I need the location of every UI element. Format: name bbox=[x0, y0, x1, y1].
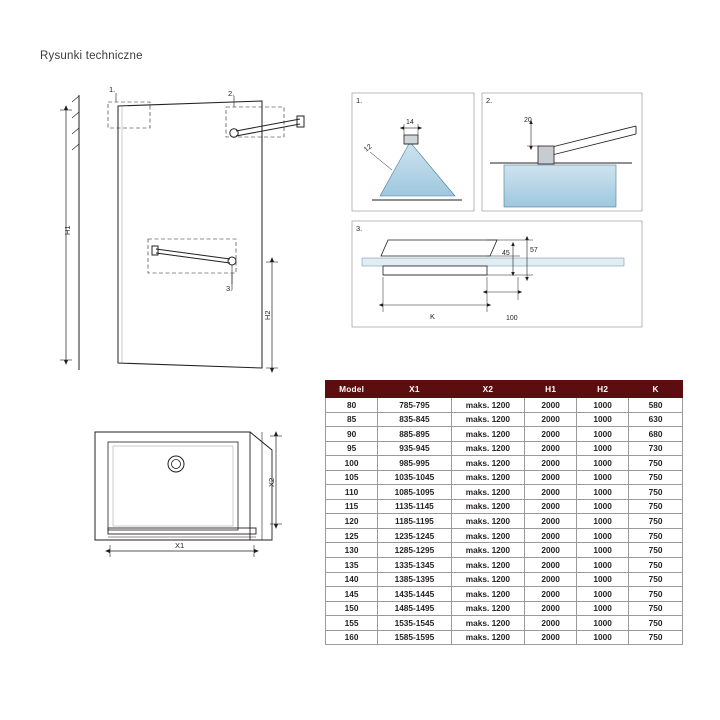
table-header-row bbox=[326, 381, 683, 398]
table-cell: 750 bbox=[629, 558, 683, 573]
table-cell: 145 bbox=[326, 587, 378, 602]
table-cell: maks. 1200 bbox=[451, 558, 525, 573]
table-cell: 1000 bbox=[577, 630, 629, 645]
table-cell: 80 bbox=[326, 398, 378, 413]
table-cell: 630 bbox=[629, 412, 683, 427]
spec-table bbox=[325, 380, 683, 645]
table-header-h2: H2 bbox=[577, 381, 629, 398]
table-cell: 110 bbox=[326, 485, 378, 500]
table-cell: 1000 bbox=[577, 543, 629, 558]
table-header-model: Model bbox=[326, 381, 378, 398]
table-cell: maks. 1200 bbox=[451, 485, 525, 500]
svg-text:3.: 3. bbox=[356, 224, 363, 233]
table-cell: 1000 bbox=[577, 456, 629, 471]
table-cell: maks. 1200 bbox=[451, 601, 525, 616]
table-row bbox=[326, 412, 683, 427]
main-elevation-view bbox=[60, 85, 304, 370]
table-cell: 750 bbox=[629, 499, 683, 514]
table-cell: 750 bbox=[629, 543, 683, 558]
table-cell: 1000 bbox=[577, 427, 629, 442]
table-cell: 680 bbox=[629, 427, 683, 442]
table-cell: 90 bbox=[326, 427, 378, 442]
table-row bbox=[326, 558, 683, 573]
table-cell: 2000 bbox=[525, 514, 577, 529]
table-cell: 1000 bbox=[577, 470, 629, 485]
table-row bbox=[326, 427, 683, 442]
svg-text:2.: 2. bbox=[486, 96, 493, 105]
table-cell: 2000 bbox=[525, 630, 577, 645]
table-cell: 1085-1095 bbox=[378, 485, 451, 500]
dimension-x2 bbox=[267, 436, 282, 524]
table-cell: 1000 bbox=[577, 514, 629, 529]
table-cell: 2000 bbox=[525, 587, 577, 602]
svg-text:H2: H2 bbox=[263, 310, 272, 320]
table-cell: 2000 bbox=[525, 470, 577, 485]
table-cell: maks. 1200 bbox=[451, 630, 525, 645]
table-cell: 750 bbox=[629, 528, 683, 543]
table-cell: 120 bbox=[326, 514, 378, 529]
table-cell: maks. 1200 bbox=[451, 587, 525, 602]
table-cell: 835-845 bbox=[378, 412, 451, 427]
svg-text:H1: H1 bbox=[63, 225, 72, 235]
svg-text:X2: X2 bbox=[267, 477, 276, 487]
table-cell: 115 bbox=[326, 499, 378, 514]
svg-text:X1: X1 bbox=[175, 541, 185, 550]
table-cell: 1000 bbox=[577, 558, 629, 573]
table-row bbox=[326, 601, 683, 616]
table-cell: 125 bbox=[326, 528, 378, 543]
table-row bbox=[326, 587, 683, 602]
table-cell: 135 bbox=[326, 558, 378, 573]
table-row bbox=[326, 630, 683, 645]
table-cell: 2000 bbox=[525, 427, 577, 442]
table-cell: 885-895 bbox=[378, 427, 451, 442]
svg-text:K: K bbox=[430, 312, 436, 321]
table-cell: 1435-1445 bbox=[378, 587, 451, 602]
table-header-k: K bbox=[629, 381, 683, 398]
table-cell: 150 bbox=[326, 601, 378, 616]
detail-3 bbox=[352, 221, 642, 327]
table-row bbox=[326, 499, 683, 514]
table-cell: 750 bbox=[629, 601, 683, 616]
table-cell: 1000 bbox=[577, 587, 629, 602]
table-cell: 2000 bbox=[525, 543, 577, 558]
table-cell: 2000 bbox=[525, 398, 577, 413]
table-row bbox=[326, 616, 683, 631]
table-cell: maks. 1200 bbox=[451, 616, 525, 631]
table-cell: 1000 bbox=[577, 485, 629, 500]
table-header-h1: H1 bbox=[525, 381, 577, 398]
plan-view bbox=[95, 432, 282, 557]
table-cell: 750 bbox=[629, 587, 683, 602]
table-cell: 750 bbox=[629, 485, 683, 500]
table-cell: 750 bbox=[629, 470, 683, 485]
table-cell: 985-995 bbox=[378, 456, 451, 471]
table-row bbox=[326, 572, 683, 587]
table-header-x1: X1 bbox=[378, 381, 451, 398]
table-cell: 1035-1045 bbox=[378, 470, 451, 485]
table-cell: 1000 bbox=[577, 601, 629, 616]
table-cell: 2000 bbox=[525, 485, 577, 500]
table-cell: 85 bbox=[326, 412, 378, 427]
table-cell: 750 bbox=[629, 630, 683, 645]
table-cell: 1000 bbox=[577, 616, 629, 631]
table-cell: maks. 1200 bbox=[451, 514, 525, 529]
table-row bbox=[326, 528, 683, 543]
table-cell: 2000 bbox=[525, 616, 577, 631]
table-cell: maks. 1200 bbox=[451, 470, 525, 485]
svg-text:1.: 1. bbox=[356, 96, 363, 105]
table-cell: 95 bbox=[326, 441, 378, 456]
table-row bbox=[326, 485, 683, 500]
detail-1 bbox=[352, 93, 474, 211]
table-cell: maks. 1200 bbox=[451, 412, 525, 427]
table-cell: 2000 bbox=[525, 456, 577, 471]
table-cell: 1185-1195 bbox=[378, 514, 451, 529]
table-cell: 1485-1495 bbox=[378, 601, 451, 616]
table-cell: 580 bbox=[629, 398, 683, 413]
svg-text:14: 14 bbox=[406, 119, 414, 126]
table-cell: 750 bbox=[629, 616, 683, 631]
table-cell: 750 bbox=[629, 514, 683, 529]
table-cell: 750 bbox=[629, 456, 683, 471]
table-cell: maks. 1200 bbox=[451, 398, 525, 413]
callout-3-label: 3. bbox=[226, 284, 233, 293]
table-row bbox=[326, 456, 683, 471]
table-row bbox=[326, 441, 683, 456]
svg-text:100: 100 bbox=[506, 315, 518, 322]
callout-1-label: 1. bbox=[109, 85, 116, 94]
table-cell: 1000 bbox=[577, 499, 629, 514]
table-cell: 785-795 bbox=[378, 398, 451, 413]
table-cell: 2000 bbox=[525, 412, 577, 427]
table-cell: 935-945 bbox=[378, 441, 451, 456]
table-header-x2: X2 bbox=[451, 381, 525, 398]
table-cell: 105 bbox=[326, 470, 378, 485]
callout-2-label: 2. bbox=[228, 89, 235, 98]
table-row bbox=[326, 398, 683, 413]
table-cell: 750 bbox=[629, 572, 683, 587]
table-cell: 100 bbox=[326, 456, 378, 471]
table-cell: 140 bbox=[326, 572, 378, 587]
table-cell: maks. 1200 bbox=[451, 572, 525, 587]
table-cell: 1000 bbox=[577, 528, 629, 543]
table-cell: 155 bbox=[326, 616, 378, 631]
middle-handle-bar bbox=[152, 246, 236, 290]
table-cell: maks. 1200 bbox=[451, 543, 525, 558]
table-cell: maks. 1200 bbox=[451, 456, 525, 471]
table-cell: 2000 bbox=[525, 499, 577, 514]
dimension-x1 bbox=[110, 541, 254, 557]
table-cell: 2000 bbox=[525, 441, 577, 456]
table-cell: 130 bbox=[326, 543, 378, 558]
table-row bbox=[326, 470, 683, 485]
svg-text:45: 45 bbox=[502, 250, 510, 257]
table-cell: 1235-1245 bbox=[378, 528, 451, 543]
table-cell: maks. 1200 bbox=[451, 441, 525, 456]
dimension-h1 bbox=[60, 110, 72, 360]
table-cell: 1385-1395 bbox=[378, 572, 451, 587]
table-cell: 160 bbox=[326, 630, 378, 645]
table-cell: 1000 bbox=[577, 398, 629, 413]
detail-2 bbox=[482, 93, 642, 211]
table-cell: 1585-1595 bbox=[378, 630, 451, 645]
table-row bbox=[326, 543, 683, 558]
table-cell: 1000 bbox=[577, 441, 629, 456]
table-cell: 1000 bbox=[577, 572, 629, 587]
table-cell: 2000 bbox=[525, 601, 577, 616]
table-cell: 1285-1295 bbox=[378, 543, 451, 558]
table-cell: 2000 bbox=[525, 572, 577, 587]
table-row bbox=[326, 514, 683, 529]
table-cell: 2000 bbox=[525, 528, 577, 543]
table-cell: 1535-1545 bbox=[378, 616, 451, 631]
table-cell: maks. 1200 bbox=[451, 427, 525, 442]
table-cell: 1135-1145 bbox=[378, 499, 451, 514]
dimension-h2 bbox=[263, 262, 278, 368]
page-title: Rysunki techniczne bbox=[40, 50, 143, 62]
table-cell: 2000 bbox=[525, 558, 577, 573]
svg-text:12: 12 bbox=[362, 143, 374, 154]
table-cell: maks. 1200 bbox=[451, 499, 525, 514]
top-support-bar bbox=[230, 116, 304, 137]
table-cell: 730 bbox=[629, 441, 683, 456]
table-cell: maks. 1200 bbox=[451, 528, 525, 543]
svg-text:57: 57 bbox=[530, 247, 538, 254]
svg-text:20: 20 bbox=[524, 117, 532, 124]
table-cell: 1000 bbox=[577, 412, 629, 427]
table-cell: 1335-1345 bbox=[378, 558, 451, 573]
